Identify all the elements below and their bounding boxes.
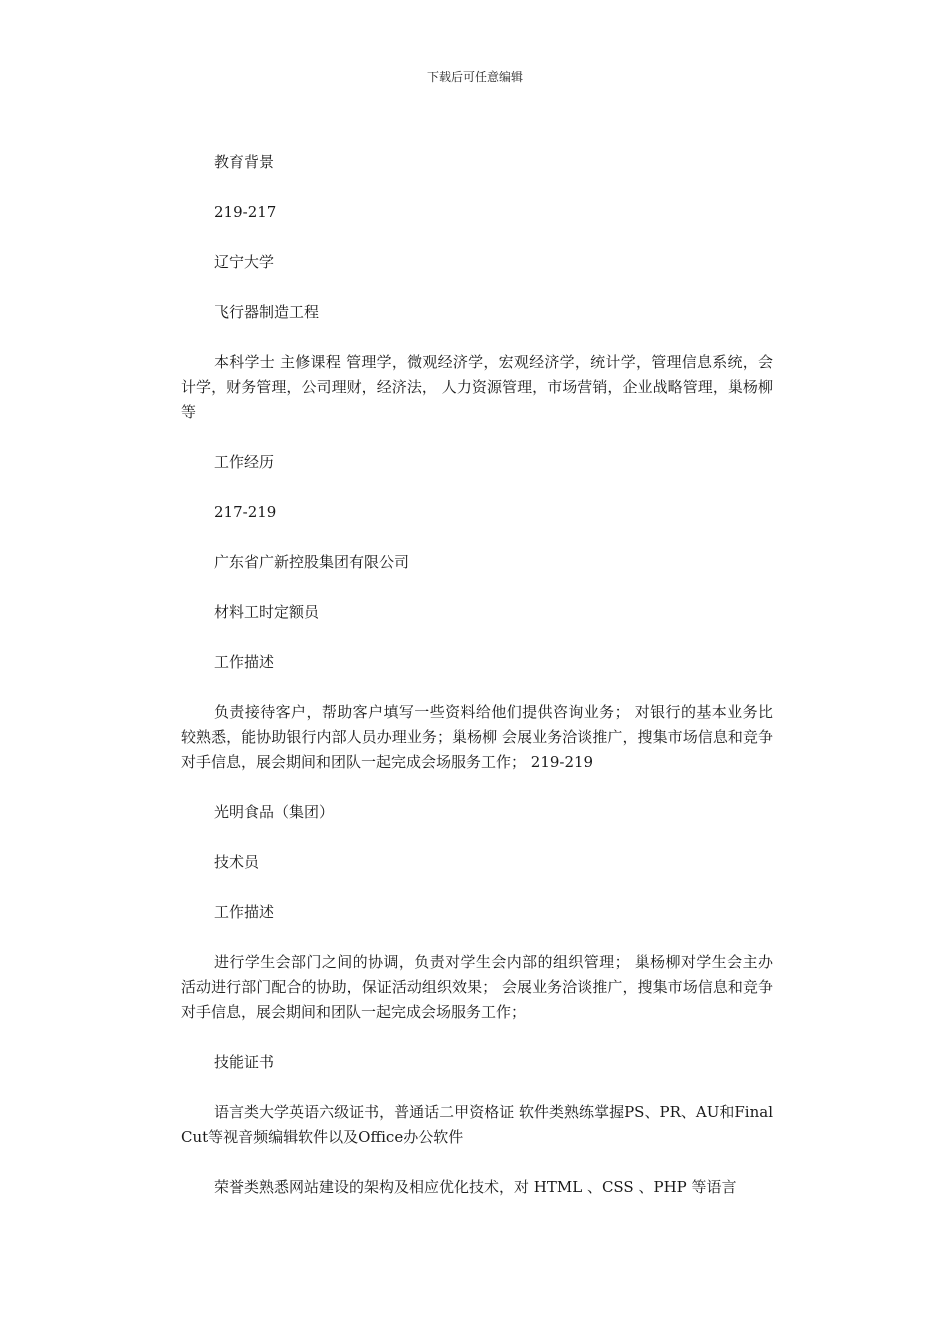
work-2-title: 技术员 bbox=[214, 853, 260, 871]
work-2-description: 进行学生会部门之间的协调，负责对学生会内部的组织管理； 巢杨柳对学生会主办活动进行部门配合的协助，保证活动组织效果； 会展业务洽谈推广，搜集市场信息和竞争对手信息，展会期间和团队一起完成会场服务工作； bbox=[181, 953, 773, 1021]
education-courses: 本科学士 主修课程 管理学，微观经济学，宏观经济学，统计学，管理信息系统，会计学，财务管理，公司理财，经济法， 人力资源管理，市场营销，企业战略管理，巢杨柳等 bbox=[181, 353, 773, 421]
work-1-desc-heading: 工作描述 bbox=[214, 653, 275, 671]
work-1-company: 广东省广新控股集团有限公司 bbox=[214, 553, 410, 571]
work-2-company: 光明食品（集团） bbox=[214, 803, 335, 821]
document-body bbox=[181, 150, 773, 1225]
skills-certificates: 语言类大学英语六级证书，普通话二甲资格证 软件类熟练掌握PS、PR、AU和Final Cut等视音频编辑软件以及Office办公软件 bbox=[181, 1103, 773, 1146]
section-heading-skills: 技能证书 bbox=[214, 1053, 275, 1071]
work-1-title: 材料工时定额员 bbox=[214, 603, 320, 621]
work-1-description: 负责接待客户，帮助客户填写一些资料给他们提供咨询业务； 对银行的基本业务比较熟悉，能协助银行内部人员办理业务；巢杨柳 会展业务洽谈推广，搜集市场信息和竞争对手信息，展会期间和团队一起完成会场服务工作； 219-219 bbox=[181, 703, 773, 771]
page-header: 下载后可任意编辑 bbox=[426, 70, 523, 84]
section-heading-work: 工作经历 bbox=[214, 453, 275, 471]
work-2-desc-heading: 工作描述 bbox=[214, 903, 275, 921]
section-heading-education: 教育背景 bbox=[214, 153, 275, 171]
honors-text: 荣誉类熟悉网站建设的架构及相应优化技术，对 HTML 、CSS 、PHP 等语言 bbox=[214, 1178, 737, 1196]
education-school: 辽宁大学 bbox=[214, 253, 275, 271]
education-major: 飞行器制造工程 bbox=[214, 303, 320, 321]
work-1-dates: 217-219 bbox=[214, 503, 277, 521]
education-dates: 219-217 bbox=[214, 203, 277, 221]
